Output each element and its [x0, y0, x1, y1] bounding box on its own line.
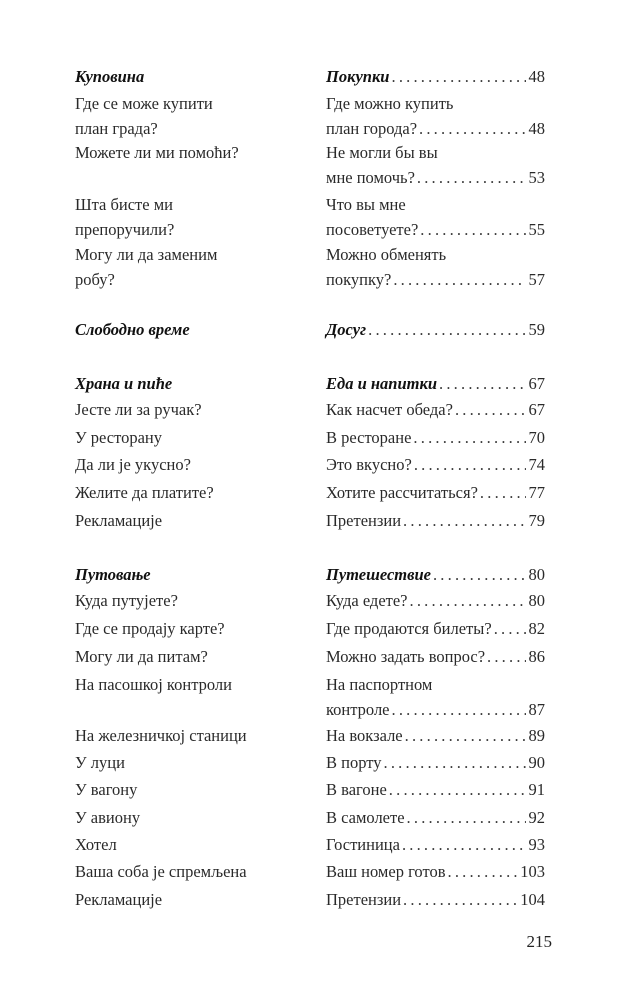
- page-ref: 89: [528, 726, 545, 745]
- page-ref: 53: [528, 167, 545, 187]
- leader-dots: [415, 166, 526, 191]
- page-ref: 87: [528, 699, 545, 719]
- leader-dots: [411, 426, 525, 451]
- leader-dots: [431, 563, 526, 588]
- leader-dots: [400, 833, 526, 858]
- page-ref: 67: [528, 374, 545, 393]
- heading-ru-line: Покупки ..... 48: [326, 65, 545, 90]
- page-ref: 48: [528, 118, 545, 138]
- page-ref: 86: [528, 647, 545, 666]
- leader-dots: [418, 218, 525, 243]
- page-ref: 55: [528, 219, 545, 239]
- page-ref: 82: [528, 619, 545, 638]
- page-ref: 79: [528, 511, 545, 530]
- page-ref: 91: [528, 780, 545, 799]
- leader-dots: [401, 509, 525, 534]
- leader-dots: [390, 65, 526, 90]
- leader-dots: [391, 268, 525, 293]
- heading-ru-line: Еда и напитки ..... 67: [326, 372, 545, 397]
- leader-dots: [412, 453, 526, 478]
- heading-sr: Слободно време: [75, 320, 190, 339]
- leader-dots: [446, 860, 518, 885]
- page-ref: 90: [528, 753, 545, 772]
- page-ref: 59: [528, 320, 545, 339]
- heading-ru-line: Досуг ..... 59: [326, 318, 545, 343]
- leader-dots: [403, 724, 526, 749]
- leader-dots: [405, 806, 526, 831]
- page-ref: 74: [528, 455, 545, 474]
- heading-sr: Куповина: [75, 67, 145, 86]
- leader-dots: [382, 751, 526, 776]
- page-ref: 92: [528, 808, 545, 827]
- page-ref: 57: [528, 269, 545, 289]
- page-ref: 80: [528, 565, 545, 584]
- page-ref: 70: [528, 428, 545, 447]
- heading-sr: Путовање: [75, 565, 151, 584]
- leader-dots: [437, 372, 525, 397]
- leader-dots: [485, 645, 525, 670]
- page-ref: 93: [528, 835, 545, 854]
- leader-dots: [366, 318, 525, 343]
- leader-dots: [408, 589, 526, 614]
- page-ref: 80: [528, 591, 545, 610]
- leader-dots: [390, 698, 526, 723]
- page-ref: 77: [528, 483, 545, 502]
- page-ref: 67: [528, 400, 545, 419]
- leader-dots: [417, 117, 525, 142]
- heading-ru-line: Путешествие ..... 80: [326, 563, 545, 588]
- leader-dots: [401, 888, 517, 913]
- leader-dots: [453, 398, 526, 423]
- leader-dots: [492, 617, 526, 642]
- heading-sr: Храна и пиће: [75, 374, 173, 393]
- page-number: 215: [526, 932, 552, 951]
- leader-dots: [387, 778, 526, 803]
- page-ref: 103: [520, 862, 545, 881]
- page-ref: 48: [528, 67, 545, 86]
- leader-dots: [478, 481, 526, 506]
- page-ref: 104: [520, 890, 545, 909]
